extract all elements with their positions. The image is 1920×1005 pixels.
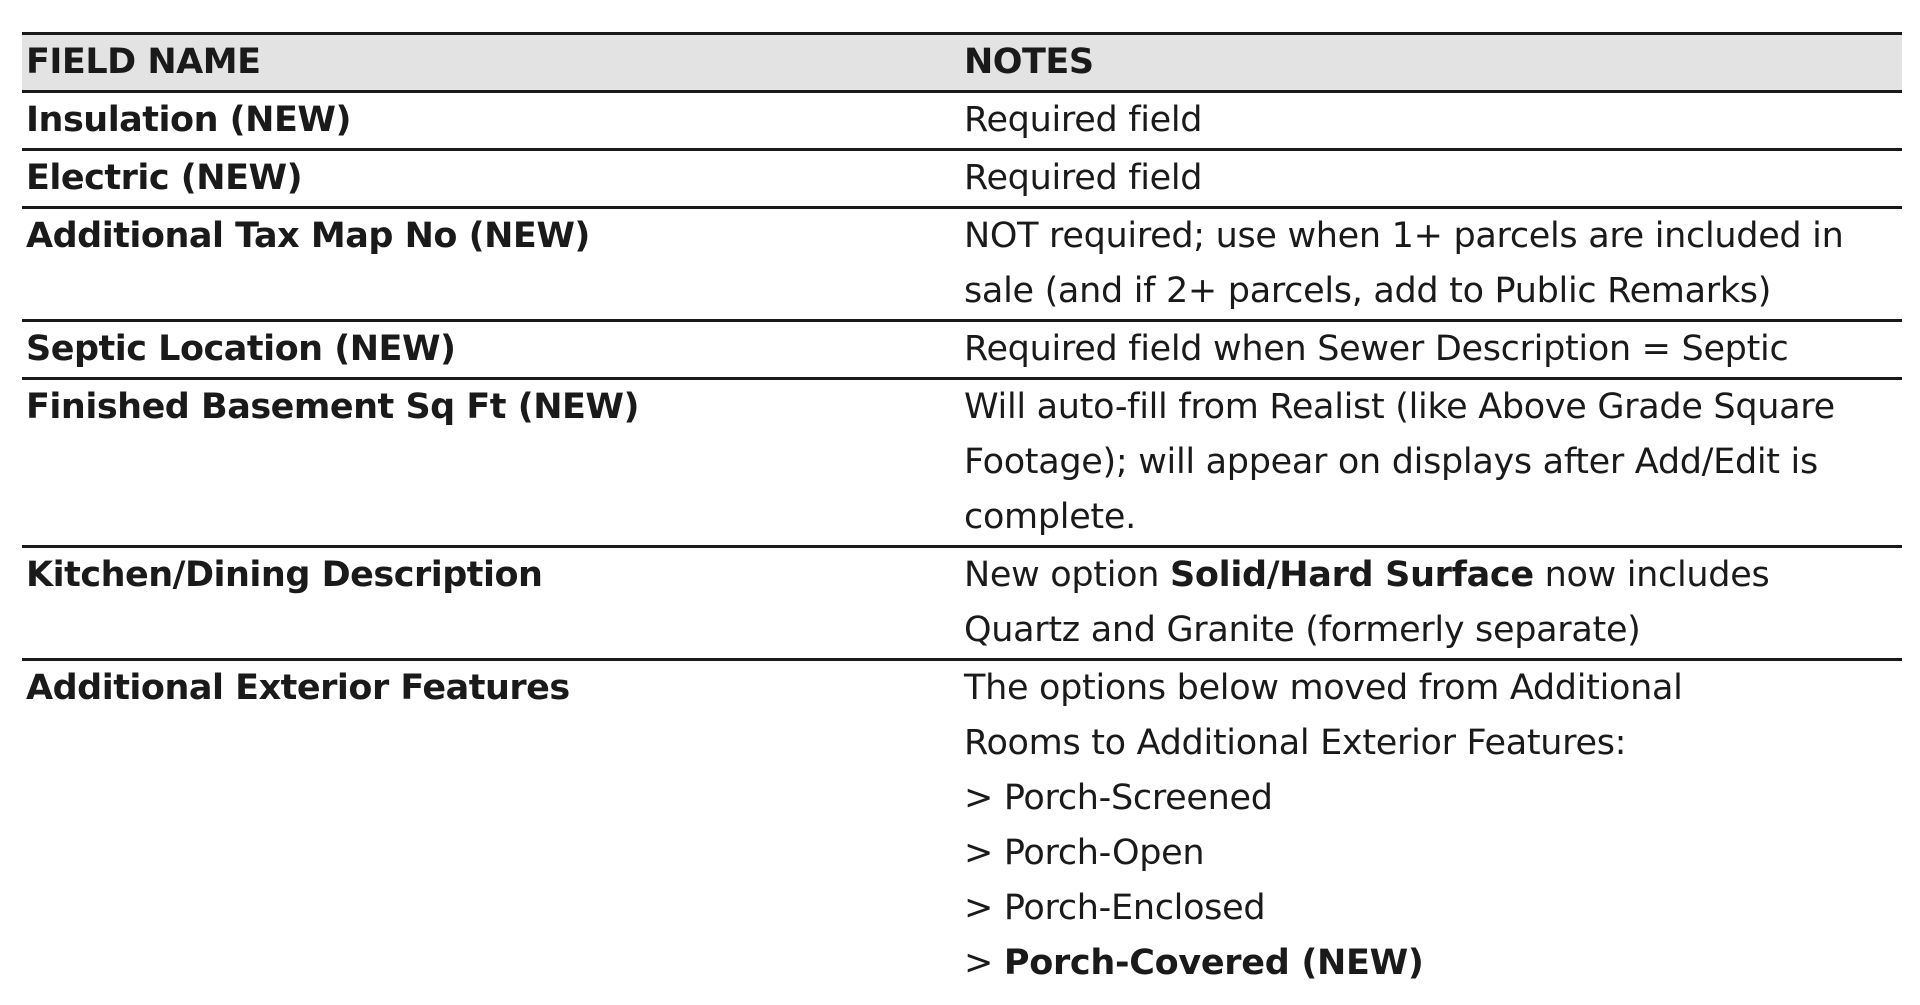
notes-line (964, 490, 1898, 545)
field-name-cell: Finished Basement Sq Ft (NEW) (26, 387, 640, 427)
notes-line (964, 151, 1898, 206)
notes-text: now includes (1533, 555, 1770, 595)
notes-text: NOT required; use when 1+ parcels are included in (964, 216, 1844, 256)
notes-line (964, 661, 1898, 716)
notes-line (964, 826, 1898, 881)
notes-cell (960, 92, 1902, 150)
notes-cell (960, 208, 1902, 321)
notes-text-bold: Solid/Hard Surface (1169, 555, 1534, 595)
table-row (22, 92, 1902, 150)
notes-cell (960, 547, 1902, 660)
notes-line (964, 93, 1898, 148)
notes-cell (960, 321, 1902, 379)
field-name-cell: Kitchen/Dining Description (26, 555, 543, 595)
notes-line (964, 548, 1898, 603)
notes-text: Footage); will appear on displays after Add/Edit is (964, 442, 1818, 482)
notes-text: complete. (964, 497, 1136, 537)
notes-line (964, 322, 1898, 377)
notes-cell (960, 379, 1902, 547)
notes-line (964, 936, 1898, 991)
notes-line (964, 716, 1898, 771)
field-name-cell: Electric (NEW) (26, 158, 303, 198)
notes-text: Required field when Sewer Description = Septic (964, 329, 1789, 369)
notes-text: Required field (964, 100, 1203, 140)
table-row (22, 208, 1902, 321)
header-field-name: FIELD NAME (26, 42, 261, 82)
notes-text: Required field (964, 158, 1203, 198)
notes-text-bold: Porch-Covered (NEW) (1003, 943, 1424, 983)
notes-line (964, 264, 1898, 319)
notes-text: The options below moved from Additional (964, 668, 1683, 708)
notes-line (964, 881, 1898, 936)
notes-text: > Porch-Enclosed (964, 888, 1266, 928)
notes-line (964, 603, 1898, 658)
table-row (22, 150, 1902, 208)
notes-text: Will auto-fill from Realist (like Above Grade Square (964, 387, 1835, 427)
notes-text: > Porch-Open (964, 833, 1205, 873)
table-row (22, 547, 1902, 660)
notes-cell (960, 150, 1902, 208)
field-name-cell: Additional Tax Map No (NEW) (26, 216, 590, 256)
field-name-cell: Septic Location (NEW) (26, 329, 456, 369)
table-row (22, 321, 1902, 379)
notes-line (964, 435, 1898, 490)
field-name-cell: Insulation (NEW) (26, 100, 351, 140)
table-row (22, 660, 1902, 992)
table-row (22, 379, 1902, 547)
notes-cell (960, 660, 1902, 992)
table-body (22, 92, 1902, 992)
table-header-row (22, 34, 1902, 92)
field-name-cell: Additional Exterior Features (26, 668, 570, 708)
notes-text: Quartz and Granite (formerly separate) (964, 610, 1641, 650)
notes-line (964, 380, 1898, 435)
notes-text: > Porch-Screened (964, 778, 1273, 818)
notes-line (964, 209, 1898, 264)
notes-text: Rooms to Additional Exterior Features: (964, 723, 1627, 763)
notes-text: sale (and if 2+ parcels, add to Public Remarks) (964, 271, 1772, 311)
notes-text: > (964, 943, 1004, 983)
header-notes: NOTES (964, 42, 1094, 82)
notes-text: New option (964, 555, 1170, 595)
notes-line (964, 771, 1898, 826)
field-notes-table (22, 32, 1902, 991)
